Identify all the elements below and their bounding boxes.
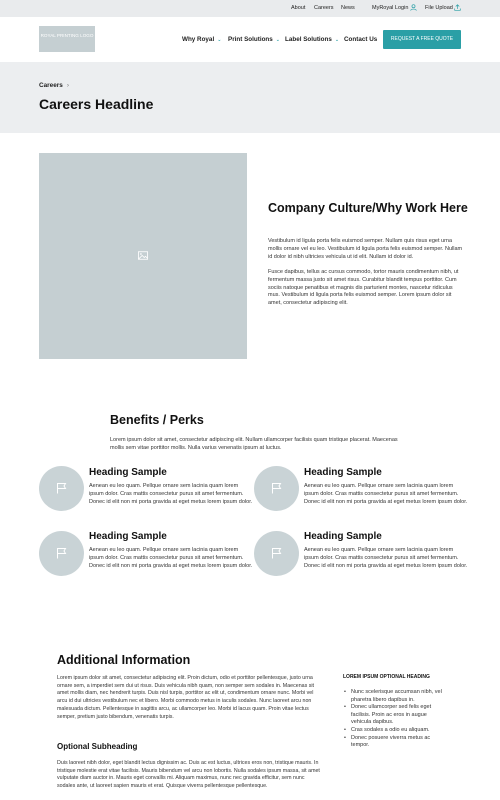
benefit-text: Aenean eu leo quam. Pellque ornare sem lacinia quam lorem ipsum dolor. Cras mattis consectetur purus sit amet fermentum. Donec id elit non mi porta gravida at eget metus lorem ipsum dolor. [89,547,253,570]
upload-icon[interactable] [454,4,461,11]
careers-link[interactable]: Careers [314,5,334,11]
additional-paragraph: Duis laoreet nibh dolor, eget blandit lectus dignissim ac. Duis ac est luctus, ultrices eros non, tristique mauris. In tristique molestie erat vitae facilisis. Mauris bibendum vel arcu non lobortis. Nulla sodales ipsum massa, sit amet vulputate diam auctor in. Mauris eget convallis mi. Aliquam maximus, nunc nec gravida efficitur, sem nunc sodales ante, ut laoreet sapien mauris et erat. Quisque viverra pellentesque pellentesque. [57,760,320,790]
benefit-heading: Heading Sample [304,531,382,542]
sidebar-list [343,689,443,750]
flag-icon [271,547,282,559]
list-item: • Donec ullamcorper sed felis eget facilisis. Proin ac eros in augue vehicula dapibus. [343,704,443,727]
chevron-down-icon: ⌄ [334,37,340,43]
culture-heading: Company Culture/Why Work Here [268,201,468,215]
benefit-text: Aenean eu leo quam. Pellque ornare sem lacinia quam lorem ipsum dolor. Cras mattis consectetur purus sit amet fermentum. Donec id elit non mi porta gravida at eget metus lorem ipsum dolor. [304,547,468,570]
page-title: Careers Headline [39,96,154,112]
nav-label: Contact Us [344,36,378,43]
utility-bar [0,0,500,17]
culture-image-placeholder [39,153,247,359]
news-link[interactable]: News [341,5,355,11]
nav-contact-us[interactable] [344,36,377,43]
nav-label: Why Royal [182,36,215,43]
nav-label: Print Solutions [228,36,273,43]
benefit-icon-circle [39,466,84,511]
user-icon[interactable] [410,4,417,11]
benefit-heading: Heading Sample [304,467,382,478]
file-upload-link[interactable]: File Upload [425,5,453,11]
flag-icon [56,547,67,559]
about-link[interactable]: About [291,5,306,11]
benefit-icon-circle [39,531,84,576]
list-item: • Donec posuere viverra metus ac tempor. [343,735,443,750]
nav-why-royal[interactable] [182,36,221,43]
request-quote-button[interactable]: REQUEST A FREE QUOTE [383,30,461,49]
breadcrumb-careers[interactable]: Careers [39,82,63,89]
nav-print-solutions[interactable] [228,36,280,43]
benefit-text: Aenean eu leo quam. Pellque ornare sem lacinia quam lorem ipsum dolor. Cras mattis consectetur purus sit amet fermentum. Donec id elit non mi porta gravida at eget metus lorem ipsum dolor. [304,483,468,506]
benefit-text: Aenean eu leo quam. Pellque ornare sem lacinia quam lorem ipsum dolor. Cras mattis consectetur purus sit amet fermentum. Donec id elit non mi porta gravida at eget metus lorem ipsum dolor. [89,483,253,506]
benefit-heading: Heading Sample [89,531,167,542]
myroyal-login-link[interactable]: MyRoyal Login [372,5,409,11]
flag-icon [271,482,282,494]
benefit-icon-circle [254,466,299,511]
flag-icon [56,482,67,494]
benefit-heading: Heading Sample [89,467,167,478]
benefit-icon-circle [254,531,299,576]
nav-label: Label Solutions [285,36,332,43]
chevron-down-icon: ⌄ [217,37,222,43]
image-icon [138,251,148,260]
site-logo[interactable]: ROYAL PRINTING LOGO [39,26,95,52]
sidebar-heading: LOREM IPSUM OPTIONAL HEADING [343,674,430,680]
list-item: • Nunc scelerisque accumsan nibh, vel pharetra libero dapibus in. [343,689,443,704]
breadcrumb [39,82,69,89]
culture-paragraph: Fusce dapibus, tellus ac cursus commodo, tortor mauris condimentum nibh, ut fermentum massa justo sit amet risus. Curabitur blandit tempus porttitor. Cum sociis natoque penatibus et magnis dis parturient montes, nascetur ridiculus mus. Vestibulum id ligula porta felis euismod semper. Lorem ipsum dolor sit amet, consectetur adipiscing elit. [268,269,459,307]
optional-subheading: Optional Subheading [57,742,138,751]
chevron-down-icon: ⌄ [275,37,280,43]
culture-paragraph: Vestibulum id ligula porta felis euismod semper. Nullam quis risus eget urna mollis ornare vel eu leo. Vestibulum id ligula porta felis euismod semper. Nullam id dolor id nibh ultricies vehicula ut id elit. Nullam id dolor id. [268,238,463,260]
nav-label-solutions[interactable] [285,36,339,43]
additional-paragraph: Lorem ipsum dolor sit amet, consectetur adipiscing elit. Proin dictum, odio et porttitor pellentesque, justo urna ornare sem, a imperdiet sem dui ut risus. Duis vehicula nibh quam, non semper sem sodales in. Maecenas sit amet mollis diam, nec hendrerit turpis. Duis nisl turpis, porttitor ac elit ut, condimentum ornare nunc. Morbi vel arcu id dui ultricies vestibulum nec et libero. Morbi commodo metus in iaculis sodales. Nunc laoreet arcu non malesuada dictum. Pellentesque in sagittis arcu, ac ullamcorper leo. Morbi id lacus quam. Proin vitae lectus semper, pretium justo bibendum, venenatis turpis. [57,675,315,720]
additional-info-heading: Additional Information [57,653,191,667]
benefits-heading: Benefits / Perks [110,413,204,427]
chevron-right-icon: › [66,82,69,89]
list-item: • Cras sodales a odio eu aliquam. [343,727,443,735]
benefits-intro: Lorem ipsum dolor sit amet, consectetur adipiscing elit. Nullam ullamcorper facilisis quam tristique placerat. Maecenas mollis sem vitae porttitor mollis. Nulla varius venenatis ipsum at luctus. [110,437,398,451]
